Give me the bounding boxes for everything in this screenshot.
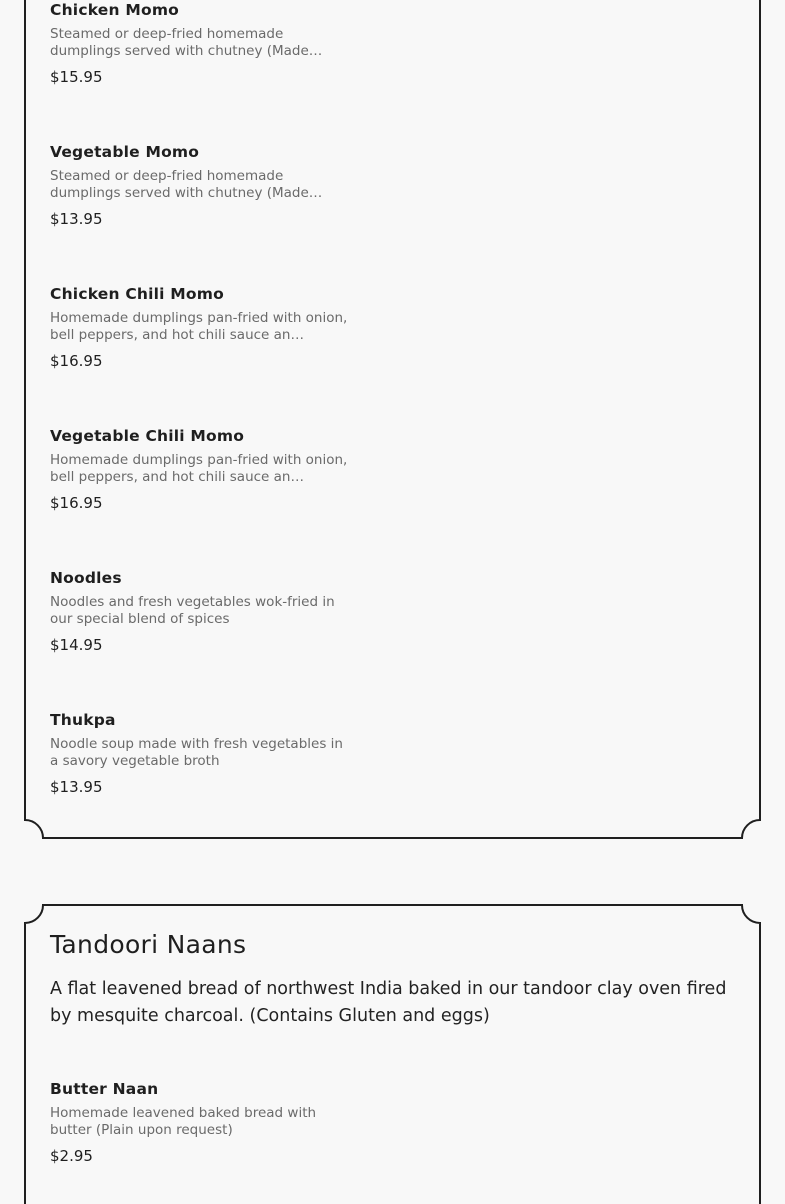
menu-item-description: Homemade dumplings pan-fried with onion, bell peppers, and hot chili sauce an… xyxy=(50,310,348,343)
menu-item-price: $16.95 xyxy=(50,494,103,512)
menu-section-panel xyxy=(24,904,761,1204)
menu-item-name: Chicken Chili Momo xyxy=(50,285,224,303)
menu-item[interactable] xyxy=(50,284,350,371)
menu-item-name: Vegetable Momo xyxy=(50,143,200,161)
menu-item[interactable] xyxy=(50,710,350,797)
menu-item-description: Steamed or deep-fried homemade dumplings served with chutney (Made… xyxy=(50,26,323,59)
menu-item-price: $2.95 xyxy=(50,1147,93,1165)
menu-item-description: Steamed or deep-fried homemade dumplings served with chutney (Made… xyxy=(50,168,323,201)
menu-item-price: $13.95 xyxy=(50,210,103,228)
menu-item-price: $15.95 xyxy=(50,68,103,86)
section-title: Tandoori Naans xyxy=(50,930,247,959)
menu-item-name: Noodles xyxy=(50,569,122,587)
menu-item[interactable] xyxy=(50,568,350,655)
menu-item-description: Noodle soup made with fresh vegetables in a savory vegetable broth xyxy=(50,736,343,769)
menu-item[interactable] xyxy=(50,1079,350,1166)
menu-section-panel xyxy=(24,0,761,840)
menu-item-name: Chicken Momo xyxy=(50,1,180,19)
menu-item-name: Butter Naan xyxy=(50,1080,159,1098)
menu-item-name: Thukpa xyxy=(50,711,116,729)
menu-item-name: Vegetable Chili Momo xyxy=(50,427,245,445)
menu-item[interactable] xyxy=(50,426,350,513)
section-description: A flat leavened bread of northwest India baked in our tandoor clay oven fired by mesquite charcoal. (Contains Gluten and eggs) xyxy=(50,979,727,1026)
menu-item-description: Homemade dumplings pan-fried with onion, bell peppers, and hot chili sauce an… xyxy=(50,452,348,485)
menu-item[interactable] xyxy=(50,0,350,87)
menu-item[interactable] xyxy=(50,142,350,229)
menu-item-price: $14.95 xyxy=(50,636,103,654)
menu-item-description: Homemade leavened baked bread with butter (Plain upon request) xyxy=(50,1105,317,1138)
menu-item-price: $13.95 xyxy=(50,778,103,796)
menu-item-price: $16.95 xyxy=(50,352,103,370)
menu-item-description: Noodles and fresh vegetables wok-fried in our special blend of spices xyxy=(50,594,335,627)
